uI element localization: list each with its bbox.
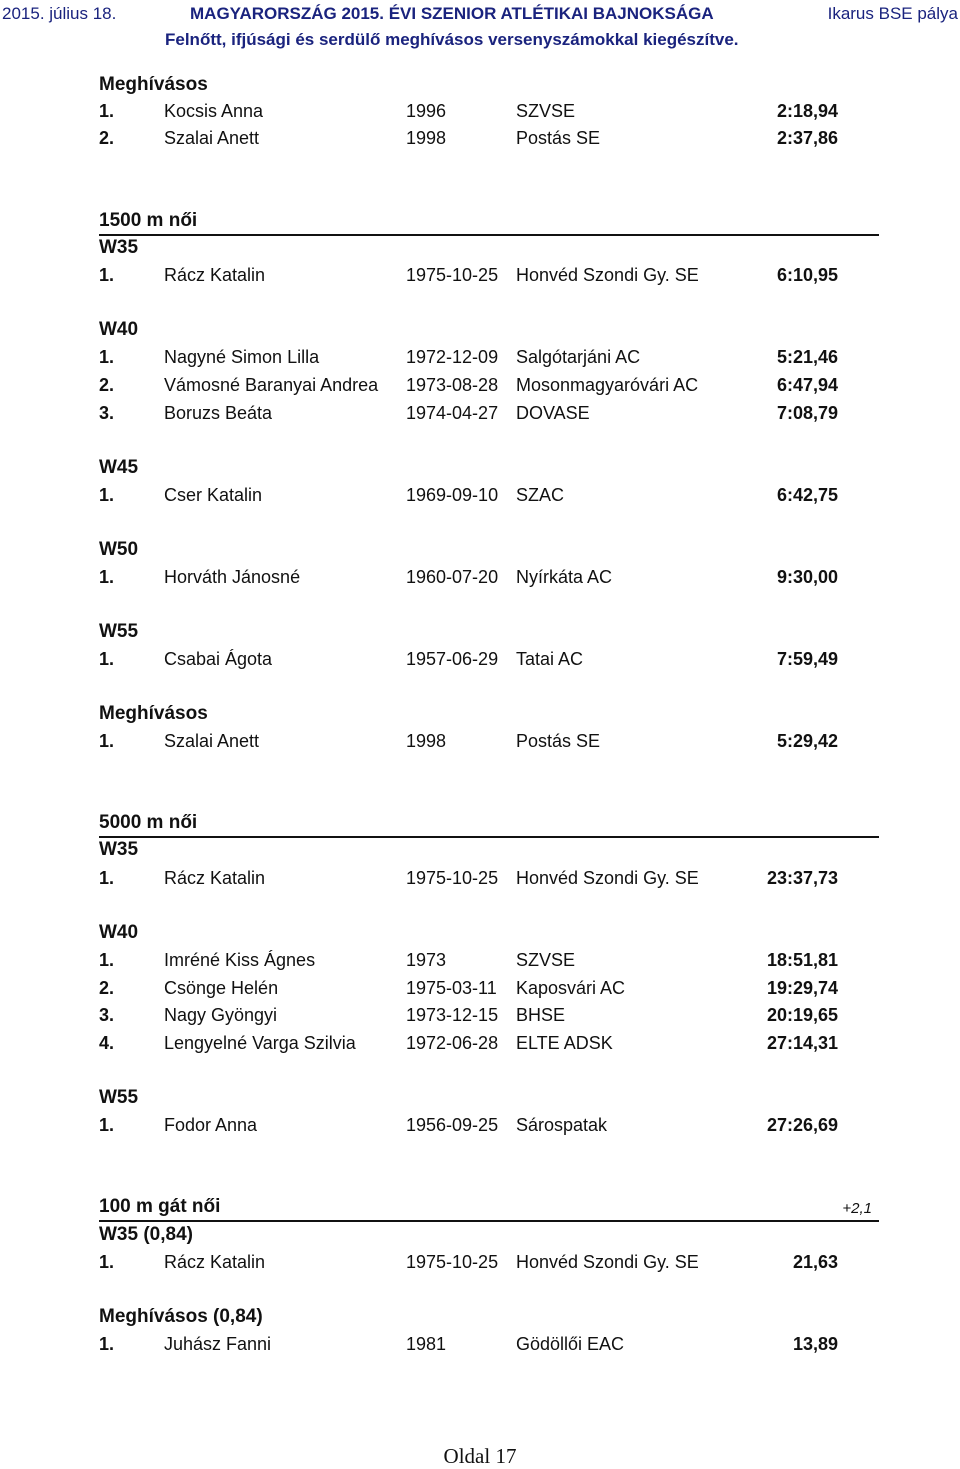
result: 2:37,86 [776,128,838,148]
header-venue: Ikarus BSE pálya [827,4,958,23]
birth-date: 1956-09-25 [406,1115,499,1135]
birth-date: 1974-04-27 [406,403,499,423]
birth-date: 1998 [406,128,447,148]
group-label: Meghívásos (0,84) [99,1306,263,1327]
athlete-name: Nagyné Simon Lilla [164,347,320,367]
group-label: W45 [99,457,139,478]
result: 13,89 [792,1334,838,1354]
header-date: 2015. július 18. [2,4,117,23]
result: 27:26,69 [766,1115,838,1135]
event-title: 100 m gát női [99,1196,221,1217]
club: Honvéd Szondi Gy. SE [516,265,699,285]
club: Kaposvári AC [516,978,626,998]
event-divider [99,1220,879,1222]
place: 3. [99,403,115,423]
result: 6:42,75 [776,485,838,505]
table-row [0,1252,960,1278]
result: 5:21,46 [776,347,838,367]
birth-date: 1972-12-09 [406,347,499,367]
place: 1. [99,731,115,751]
place: 1. [99,101,115,121]
place: 1. [99,485,115,505]
result: 2:18,94 [776,101,838,121]
birth-date: 1973 [406,950,447,970]
club: Salgótarjáni AC [516,347,641,367]
athlete-name: Rácz Katalin [164,265,266,285]
result: 18:51,81 [766,950,838,970]
club: Nyírkáta AC [516,567,613,587]
event-title: 5000 m női [99,812,198,833]
group-label: W35 (0,84) [99,1224,193,1245]
athlete-name: Lengyelné Varga Szilvia [164,1033,356,1053]
table-row [0,978,960,1004]
birth-date: 1969-09-10 [406,485,499,505]
table-row [0,731,960,757]
birth-date: 1957-06-29 [406,649,499,669]
event-title: 1500 m női [99,210,198,231]
birth-date: 1972-06-28 [406,1033,499,1053]
place: 1. [99,265,115,285]
table-row [0,649,960,675]
birth-date: 1973-12-15 [406,1005,499,1025]
club: Honvéd Szondi Gy. SE [516,868,699,888]
group-label: W55 [99,621,139,642]
place: 1. [99,1115,115,1135]
place: 1. [99,950,115,970]
athlete-name: Szalai Anett [164,128,260,148]
table-row [0,1005,960,1031]
club: ELTE ADSK [516,1033,613,1053]
group-label: Meghívásos [99,74,208,95]
athlete-name: Horváth Jánosné [164,567,301,587]
club: SZAC [516,485,565,505]
table-row [0,1033,960,1059]
birth-date: 1998 [406,731,447,751]
athlete-name: Kocsis Anna [164,101,264,121]
birth-date: 1981 [406,1334,447,1354]
group-label: W40 [99,319,139,340]
club: Postás SE [516,128,601,148]
group-label: Meghívásos [99,703,208,724]
group-label: W55 [99,1087,139,1108]
table-row [0,485,960,511]
result: 5:29,42 [776,731,838,751]
athlete-name: Nagy Gyöngyi [164,1005,278,1025]
table-row [0,403,960,429]
club: Honvéd Szondi Gy. SE [516,1252,699,1272]
wind-reading: +2,1 [842,1200,872,1217]
page-number: Oldal 17 [443,1444,517,1468]
result: 27:14,31 [766,1033,838,1053]
birth-date: 1975-10-25 [406,868,499,888]
table-row [0,1334,960,1360]
table-row [0,567,960,593]
athlete-name: Rácz Katalin [164,1252,266,1272]
athlete-name: Cser Katalin [164,485,263,505]
club: SZVSE [516,950,576,970]
club: Gödöllői EAC [516,1334,625,1354]
club: DOVASE [516,403,590,423]
athlete-name: Csönge Helén [164,978,279,998]
athlete-name: Imréné Kiss Ágnes [164,950,316,970]
place: 3. [99,1005,115,1025]
result: 23:37,73 [766,868,838,888]
result: 20:19,65 [766,1005,838,1025]
result: 6:10,95 [776,265,838,285]
club: Mosonmagyaróvári AC [516,375,699,395]
table-row [0,950,960,976]
birth-date: 1975-10-25 [406,265,499,285]
result: 7:08,79 [776,403,838,423]
result: 7:59,49 [776,649,838,669]
birth-date: 1975-10-25 [406,1252,499,1272]
birth-date: 1973-08-28 [406,375,499,395]
birth-date: 1996 [406,101,447,121]
club: BHSE [516,1005,566,1025]
athlete-name: Rácz Katalin [164,868,266,888]
group-label: W35 [99,839,139,860]
club: SZVSE [516,101,576,121]
birth-date: 1960-07-20 [406,567,499,587]
group-label: W35 [99,237,139,258]
group-label: W50 [99,539,139,560]
table-row [0,868,960,894]
place: 1. [99,1334,115,1354]
result: 19:29,74 [766,978,838,998]
athlete-name: Vámosné Baranyai Andrea [164,375,379,395]
place: 1. [99,649,115,669]
place: 1. [99,1252,115,1272]
place: 4. [99,1033,115,1053]
athlete-name: Szalai Anett [164,731,260,751]
group-label: W40 [99,922,139,943]
place: 2. [99,978,115,998]
place: 1. [99,347,115,367]
table-row [0,101,960,127]
athlete-name: Boruzs Beáta [164,403,273,423]
table-row [0,347,960,373]
table-row [0,265,960,291]
club: Postás SE [516,731,601,751]
place: 1. [99,567,115,587]
event-divider [99,234,879,236]
athlete-name: Fodor Anna [164,1115,258,1135]
birth-date: 1975-03-11 [406,978,497,998]
place: 2. [99,128,115,148]
table-row [0,1115,960,1141]
result: 21,63 [792,1252,838,1272]
place: 2. [99,375,115,395]
header-subtitle: Felnőtt, ifjúsági és serdülő meghívásos versenyszámokkal kiegészítve. [165,30,739,49]
club: Sárospatak [516,1115,608,1135]
athlete-name: Juhász Fanni [164,1334,272,1354]
table-row [0,128,960,154]
place: 1. [99,868,115,888]
result: 6:47,94 [776,375,838,395]
event-divider [99,836,879,838]
athlete-name: Csabai Ágota [164,649,273,669]
result: 9:30,00 [776,567,838,587]
header-title: MAGYARORSZÁG 2015. ÉVI SZENIOR ATLÉTIKAI BAJNOKSÁGA [190,4,714,23]
club: Tatai AC [516,649,584,669]
table-row [0,375,960,401]
